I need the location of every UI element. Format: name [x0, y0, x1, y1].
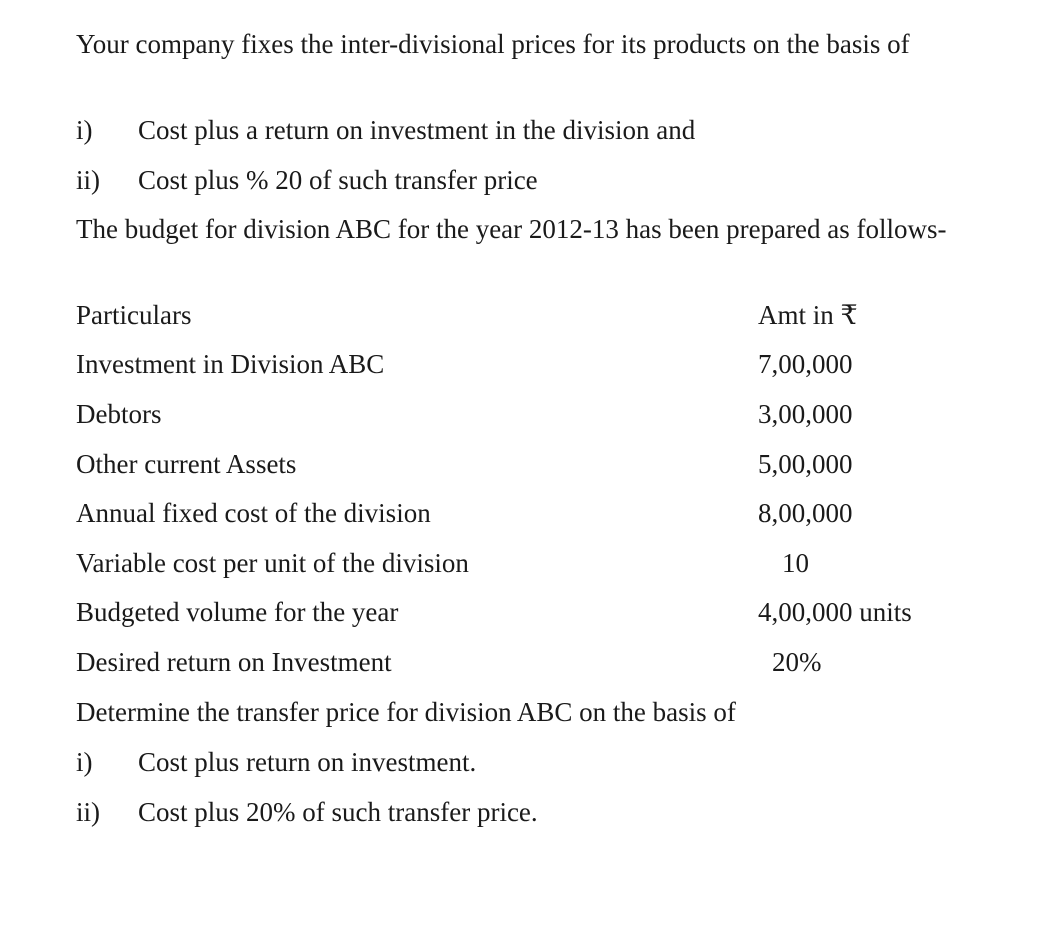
- column-header-particulars: Particulars: [76, 300, 192, 330]
- row-label: Variable cost per unit of the division: [76, 548, 469, 578]
- list-marker: ii): [76, 165, 100, 195]
- row-amount: 8,00,000: [758, 498, 853, 528]
- list-marker: ii): [76, 797, 100, 827]
- table-row: [76, 644, 971, 681]
- list-item-text: Cost plus 20% of such transfer price.: [138, 797, 538, 827]
- question-paragraph: Determine the transfer price for division ABC on the basis of: [76, 697, 736, 727]
- row-amount: 10: [782, 548, 809, 578]
- row-label: Debtors: [76, 399, 162, 429]
- question-list-item: [76, 744, 971, 781]
- row-label: Desired return on Investment: [76, 647, 392, 677]
- table-row: [76, 545, 971, 582]
- basis-list-item: [76, 112, 971, 149]
- list-marker: i): [76, 115, 93, 145]
- basis-list-item: [76, 162, 971, 199]
- intro-paragraph: Your company fixes the inter-divisional prices for its products on the basis of: [76, 29, 910, 59]
- list-item-text: Cost plus a return on investment in the division and: [138, 115, 696, 145]
- row-label: Annual fixed cost of the division: [76, 498, 431, 528]
- table-header-row: [76, 297, 971, 334]
- row-label: Other current Assets: [76, 449, 297, 479]
- list-marker: i): [76, 747, 93, 777]
- question-list-item: [76, 794, 971, 831]
- row-amount: 3,00,000: [758, 399, 853, 429]
- table-row: [76, 594, 971, 631]
- row-amount: 5,00,000: [758, 449, 853, 479]
- row-amount: 20%: [772, 647, 822, 677]
- table-row: [76, 346, 971, 383]
- table-row: [76, 446, 971, 483]
- row-label: Budgeted volume for the year: [76, 597, 399, 627]
- table-row: [76, 495, 971, 532]
- column-header-amount: Amt in ₹: [758, 300, 858, 330]
- list-item-text: Cost plus % 20 of such transfer price: [138, 165, 538, 195]
- table-row: [76, 396, 971, 433]
- list-item-text: Cost plus return on investment.: [138, 747, 477, 777]
- budget-intro-paragraph: The budget for division ABC for the year 2012-13 has been prepared as follows-: [76, 214, 947, 244]
- row-amount: 4,00,000 units: [758, 597, 912, 627]
- row-label: Investment in Division ABC: [76, 349, 385, 379]
- row-amount: 7,00,000: [758, 349, 853, 379]
